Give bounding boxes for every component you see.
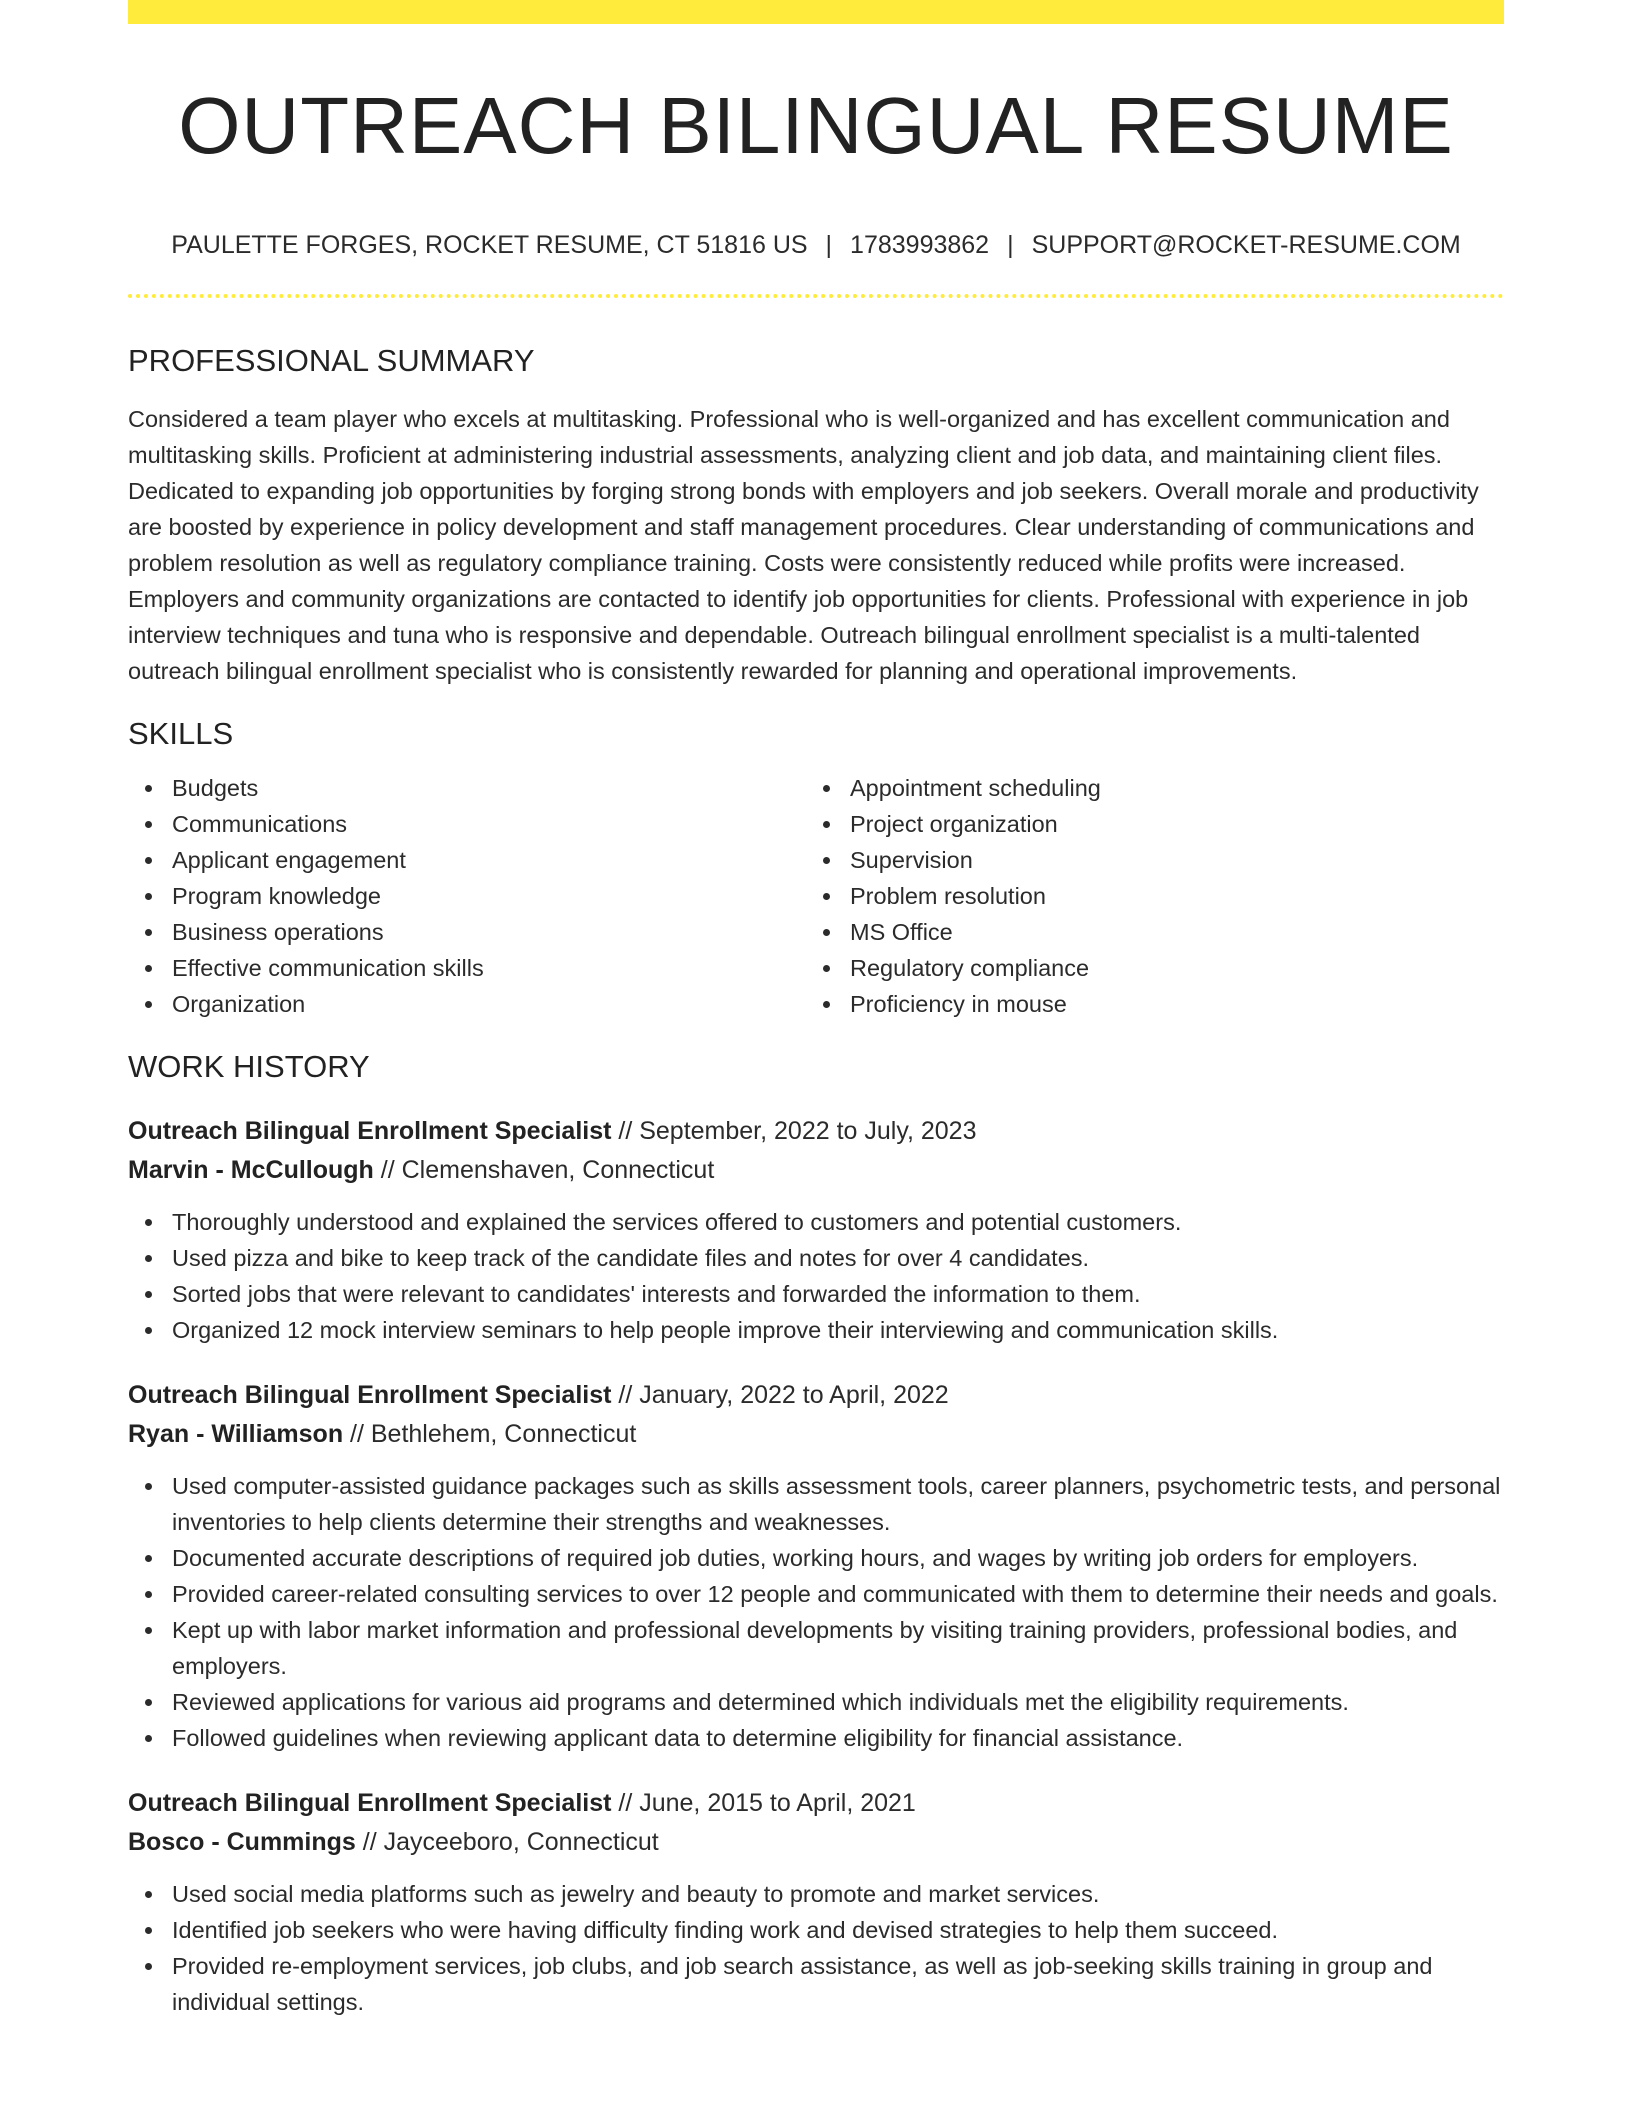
resume-page xyxy=(128,0,1504,2020)
dotted-divider xyxy=(128,294,1504,298)
skill-item: Program knowledge xyxy=(128,878,806,914)
contact-line xyxy=(128,230,1504,260)
skill-item: Project organization xyxy=(806,806,1484,842)
contact-phone: 1783993862 xyxy=(850,231,990,259)
contact-address: PAULETTE FORGES, ROCKET RESUME, CT 51816 US xyxy=(171,231,808,259)
job-dates: // June, 2015 to April, 2021 xyxy=(611,1788,916,1817)
job-company: Bosco - Cummings xyxy=(128,1827,356,1856)
skills-column-right xyxy=(806,770,1484,1022)
job-location: // Clemenshaven, Connecticut xyxy=(373,1155,715,1184)
skill-item: MS Office xyxy=(806,914,1484,950)
job-company-line xyxy=(128,1151,1504,1190)
job-bullets xyxy=(128,1876,1504,2020)
summary-text: Considered a team player who excels at multitasking. Professional who is well-organized and has excellent communication and multitasking skills. Proficient at administering industrial assessments, analyzing client and job data, and maintaining client files. Dedicated to expanding job opportunities by forging strong bonds with employers and job seekers. Overall morale and productivity are boosted by experience in policy development and staff management procedures. Clear understanding of communications and problem resolution as well as regulatory compliance training. Costs were consistently reduced while profits were increased. Employers and community organizations are contacted to identify job opportunities for clients. Professional with experience in job interview techniques and tuna who is responsive and dependable. Outreach bilingual enrollment specialist is a multi-talented outreach bilingual enrollment specialist who is consistently rewarded for planning and operational improvements. xyxy=(128,406,1479,685)
skill-item: Effective communication skills xyxy=(128,950,806,986)
skill-item: Problem resolution xyxy=(806,878,1484,914)
skill-item: Regulatory compliance xyxy=(806,950,1484,986)
skill-item: Business operations xyxy=(128,914,806,950)
job-entry xyxy=(128,1376,1504,1756)
skill-item: Budgets xyxy=(128,770,806,806)
job-entry xyxy=(128,1112,1504,1348)
job-bullet: Used social media platforms such as jewelry and beauty to promote and market services. xyxy=(128,1876,1504,1912)
job-entry xyxy=(128,1784,1504,2020)
skill-item: Supervision xyxy=(806,842,1484,878)
job-role-line xyxy=(128,1112,1504,1151)
job-bullet: Used pizza and bike to keep track of the candidate files and notes for over 4 candidates. xyxy=(128,1240,1504,1276)
job-bullet: Kept up with labor market information and professional developments by visiting training providers, professional bodies, and employers. xyxy=(128,1612,1504,1684)
skill-item: Communications xyxy=(128,806,806,842)
contact-email: SUPPORT@ROCKET-RESUME.COM xyxy=(1031,231,1461,259)
job-bullets xyxy=(128,1468,1504,1756)
skills-list xyxy=(128,770,1504,1022)
skills-heading: SKILLS xyxy=(128,716,234,752)
skill-item: Applicant engagement xyxy=(128,842,806,878)
job-role: Outreach Bilingual Enrollment Specialist xyxy=(128,1788,612,1817)
job-location: // Jayceeboro, Connecticut xyxy=(355,1827,659,1856)
work-history-heading: WORK HISTORY xyxy=(128,1049,370,1085)
skill-item: Organization xyxy=(128,986,806,1022)
job-bullet: Identified job seekers who were having difficulty finding work and devised strategies to help them succeed. xyxy=(128,1912,1504,1948)
job-bullet: Sorted jobs that were relevant to candidates' interests and forwarded the information to them. xyxy=(128,1276,1504,1312)
contact-separator: | xyxy=(1007,231,1014,259)
job-role: Outreach Bilingual Enrollment Specialist xyxy=(128,1380,612,1409)
job-bullet: Documented accurate descriptions of required job duties, working hours, and wages by writing job orders for employers. xyxy=(128,1540,1504,1576)
job-role-line xyxy=(128,1376,1504,1415)
job-dates: // September, 2022 to July, 2023 xyxy=(611,1116,977,1145)
job-bullet: Followed guidelines when reviewing applicant data to determine eligibility for financial assistance. xyxy=(128,1720,1504,1756)
job-bullet: Organized 12 mock interview seminars to help people improve their interviewing and communication skills. xyxy=(128,1312,1504,1348)
job-role-line xyxy=(128,1784,1504,1823)
job-company-line xyxy=(128,1415,1504,1454)
job-bullet: Used computer-assisted guidance packages such as skills assessment tools, career planners, psychometric tests, and personal inventories to help clients determine their strengths and weaknesses. xyxy=(128,1468,1504,1540)
skill-item: Proficiency in mouse xyxy=(806,986,1484,1022)
work-history-list xyxy=(128,1112,1504,2020)
job-bullet: Provided re-employment services, job clubs, and job search assistance, as well as job-seeking skills training in group and individual settings. xyxy=(128,1948,1504,2020)
job-company: Marvin - McCullough xyxy=(128,1155,374,1184)
job-bullet: Reviewed applications for various aid programs and determined which individuals met the eligibility requirements. xyxy=(128,1684,1504,1720)
job-company-line xyxy=(128,1823,1504,1862)
accent-top-bar xyxy=(128,0,1504,24)
summary-heading: PROFESSIONAL SUMMARY xyxy=(128,343,535,378)
job-company: Ryan - Williamson xyxy=(128,1419,344,1448)
contact-separator: | xyxy=(825,231,833,259)
job-bullets xyxy=(128,1204,1504,1348)
job-bullet: Provided career-related consulting services to over 12 people and communicated with them to determine their needs and goals. xyxy=(128,1576,1504,1612)
job-role: Outreach Bilingual Enrollment Specialist xyxy=(128,1116,612,1145)
skills-column-left xyxy=(128,770,806,1022)
job-bullet: Thoroughly understood and explained the services offered to customers and potential customers. xyxy=(128,1204,1504,1240)
job-location: // Bethlehem, Connecticut xyxy=(343,1419,637,1448)
job-dates: // January, 2022 to April, 2022 xyxy=(611,1380,949,1409)
resume-title: OUTREACH BILINGUAL RESUME xyxy=(178,81,1454,170)
skill-item: Appointment scheduling xyxy=(806,770,1484,806)
